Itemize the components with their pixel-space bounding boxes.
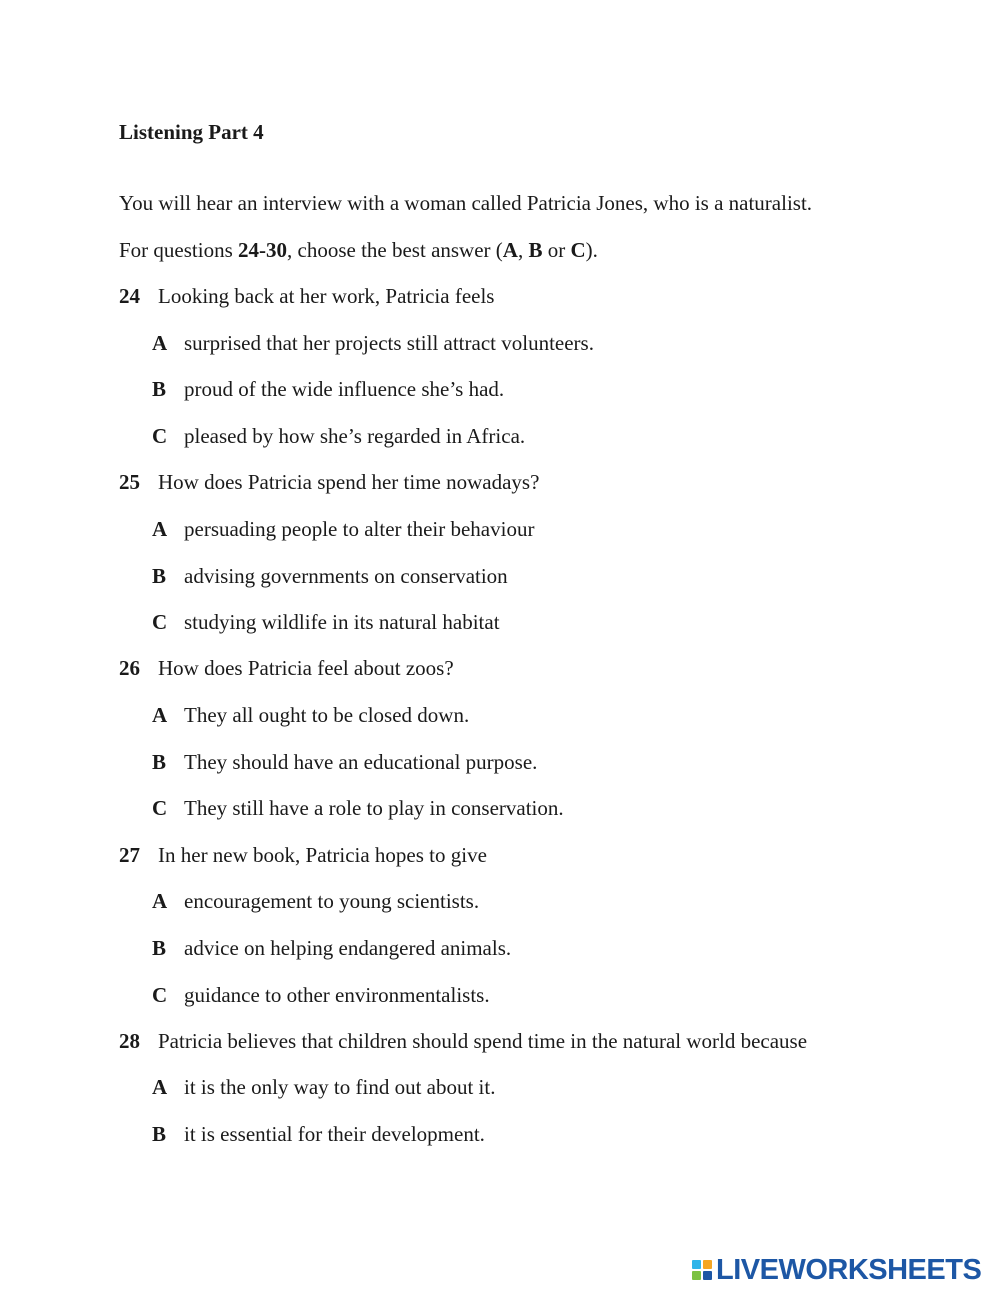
option-27-c[interactable] xyxy=(152,981,490,1009)
question-28 xyxy=(119,1027,807,1055)
question-number: 25 xyxy=(119,470,140,494)
option-text: encouragement to young scientists. xyxy=(184,889,480,913)
question-text: Looking back at her work, Patricia feels xyxy=(158,284,495,308)
option-24-a[interactable] xyxy=(152,329,594,357)
question-26 xyxy=(119,654,454,682)
question-number: 28 xyxy=(119,1029,140,1053)
option-letter: C xyxy=(152,610,168,634)
logo-square-4 xyxy=(703,1271,712,1280)
logo-square-2 xyxy=(703,1260,712,1269)
intro-mid: , choose the best answer ( xyxy=(287,238,503,262)
option-letter: B xyxy=(152,1122,167,1146)
intro-prefix: For questions xyxy=(119,238,239,262)
option-letter: B xyxy=(152,377,167,401)
page-title: Listening Part 4 xyxy=(119,120,264,144)
logo-mark-icon xyxy=(692,1260,712,1280)
option-25-a[interactable] xyxy=(152,515,534,543)
option-letter: C xyxy=(152,424,168,448)
option-letter: B xyxy=(152,750,167,774)
option-text: They all ought to be closed down. xyxy=(184,703,470,727)
option-letter: C xyxy=(152,796,168,820)
option-letter: B xyxy=(152,936,167,960)
logo-square-3 xyxy=(692,1271,701,1280)
option-letter: A xyxy=(152,703,168,727)
option-letter: A xyxy=(152,889,168,913)
option-text: advice on helping endangered animals. xyxy=(184,936,512,960)
question-text: In her new book, Patricia hopes to give xyxy=(158,843,487,867)
option-letter: A xyxy=(152,331,168,355)
option-25-b[interactable] xyxy=(152,562,508,590)
choice-b-label: B xyxy=(528,238,543,262)
option-text: They still have a role to play in conservation. xyxy=(184,796,564,820)
option-text: studying wildlife in its natural habitat xyxy=(184,610,500,634)
option-27-b[interactable] xyxy=(152,934,511,962)
question-number: 26 xyxy=(119,656,140,680)
intro-end: ). xyxy=(585,238,598,262)
option-26-c[interactable] xyxy=(152,794,564,822)
option-28-a[interactable] xyxy=(152,1073,495,1101)
option-27-a[interactable] xyxy=(152,887,479,915)
choice-a-label: A xyxy=(502,238,518,262)
option-text: it is the only way to find out about it. xyxy=(184,1075,496,1099)
option-letter: B xyxy=(152,564,167,588)
intro-sep: , xyxy=(517,238,529,262)
option-26-b[interactable] xyxy=(152,748,537,776)
question-text: How does Patricia spend her time nowadays? xyxy=(158,470,540,494)
question-24 xyxy=(119,282,494,310)
option-text: guidance to other environmentalists. xyxy=(184,983,490,1007)
question-text: Patricia believes that children should spend time in the natural world because xyxy=(158,1029,808,1053)
option-text: it is essential for their development. xyxy=(184,1122,485,1146)
intro-line-2 xyxy=(119,236,598,264)
intro-line-1: You will hear an interview with a woman called Patricia Jones, who is a naturalist. xyxy=(119,191,813,215)
question-25 xyxy=(119,468,539,496)
question-text: How does Patricia feel about zoos? xyxy=(158,656,454,680)
intro-or: or xyxy=(542,238,571,262)
question-number: 24 xyxy=(119,284,140,308)
option-25-c[interactable] xyxy=(152,608,500,636)
option-text: They should have an educational purpose. xyxy=(184,750,538,774)
question-number: 27 xyxy=(119,843,140,867)
option-26-a[interactable] xyxy=(152,701,469,729)
option-24-c[interactable] xyxy=(152,422,525,450)
logo-square-1 xyxy=(692,1260,701,1269)
question-27 xyxy=(119,841,487,869)
option-letter: A xyxy=(152,1075,168,1099)
option-text: advising governments on conservation xyxy=(184,564,508,588)
choice-c-label: C xyxy=(570,238,586,262)
option-letter: C xyxy=(152,983,168,1007)
liveworksheets-logo xyxy=(692,1252,981,1288)
option-text: persuading people to alter their behaviour xyxy=(184,517,535,541)
option-letter: A xyxy=(152,517,168,541)
option-text: pleased by how she’s regarded in Africa. xyxy=(184,424,526,448)
option-28-b[interactable] xyxy=(152,1120,485,1148)
option-text: proud of the wide influence she’s had. xyxy=(184,377,505,401)
option-24-b[interactable] xyxy=(152,375,504,403)
logo-text: LIVEWORKSHEETS xyxy=(716,1254,982,1286)
question-range: 24-30 xyxy=(238,238,288,262)
option-text: surprised that her projects still attract volunteers. xyxy=(184,331,594,355)
